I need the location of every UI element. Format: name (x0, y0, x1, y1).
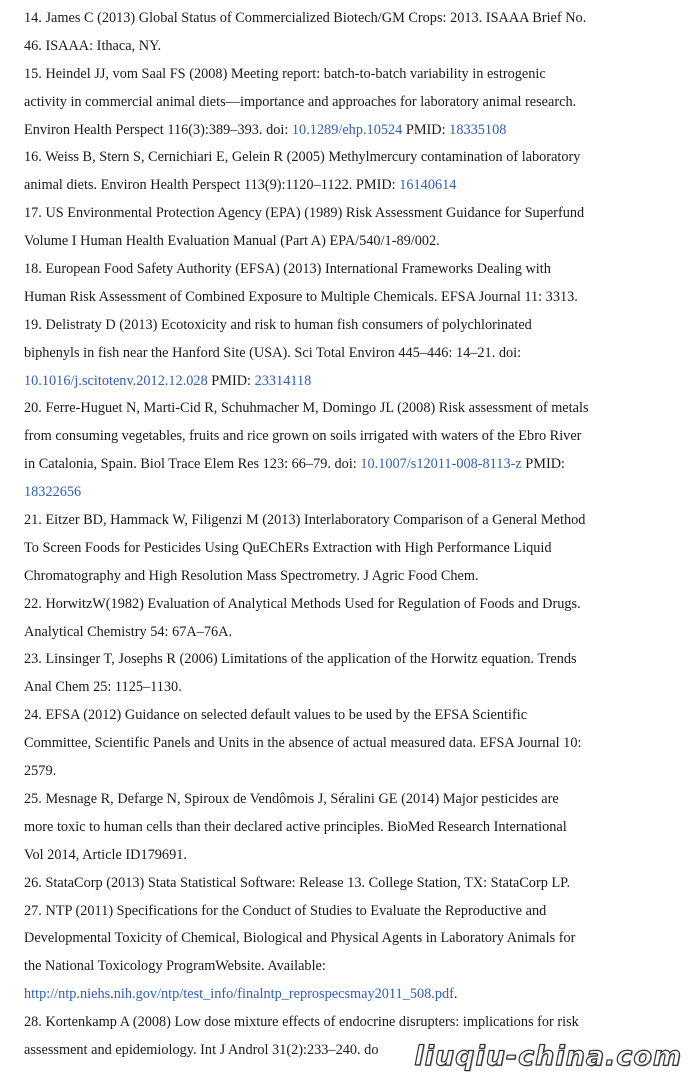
reference-line (24, 674, 676, 702)
reference-text: Vol 2014, Article ID179691. (24, 846, 187, 863)
reference-line (24, 535, 676, 563)
reference-text: 15. Heindel JJ, vom Saal FS (2008) Meeting report: batch-to-batch variability in estrogenic (24, 65, 546, 82)
reference-link[interactable]: 16140614 (399, 177, 457, 194)
reference-text: 17. US Environmental Protection Agency (EPA) (1989) Risk Assessment Guidance for Superfund (24, 205, 585, 222)
reference-line (24, 507, 676, 535)
reference-text: 14. James C (2013) Global Status of Commercialized Biotech/GM Crops: 2013. ISAAA Brief No. (24, 10, 587, 26)
reference-line (24, 758, 676, 786)
reference-text: PMID: (402, 121, 450, 138)
reference-item (24, 1009, 676, 1065)
reference-line (24, 144, 676, 172)
reference-text: animal diets. Environ Health Perspect 113(9):1120–1122. PMID: (24, 177, 400, 194)
reference-line (24, 563, 676, 591)
reference-line (24, 451, 676, 479)
reference-line (24, 89, 676, 117)
reference-text: 16. Weiss B, Stern S, Cernichiari E, Gelein R (2005) Methylmercury contamination of laboratory (24, 149, 581, 166)
reference-line (24, 1037, 676, 1065)
reference-line (24, 842, 676, 870)
reference-line (24, 284, 676, 312)
reference-link[interactable]: http://ntp.niehs.nih.gov/ntp/test_info/finalntp_reprospecsmay2011_508.pdf (24, 986, 454, 1003)
reference-text: more toxic to human cells than their declared active principles. BioMed Research International (24, 818, 567, 835)
reference-line (24, 368, 676, 396)
reference-line (24, 646, 676, 674)
reference-text: 23. Linsinger T, Josephs R (2006) Limitations of the application of the Horwitz equation. Trends (24, 651, 577, 668)
reference-link[interactable]: 23314118 (254, 372, 312, 389)
reference-line (24, 340, 676, 368)
reference-item (24, 702, 676, 786)
reference-link[interactable]: 10.1016/j.scitotenv.2012.12.028 (24, 372, 208, 389)
reference-item (24, 144, 676, 200)
reference-text: 20. Ferre-Huguet N, Marti-Cid R, Schuhmacher M, Domingo JL (2008) Risk assessment of metals (24, 400, 589, 417)
reference-text: Analytical Chemistry 54: 67A–76A. (24, 623, 233, 640)
reference-link[interactable]: 10.1007/s12011-008-8113-z (360, 456, 522, 473)
reference-line (24, 172, 676, 200)
reference-line (24, 925, 676, 953)
watermark-logo: liuqiu-china.com (414, 1041, 682, 1072)
reference-text: activity in commercial animal diets—importance and approaches for laboratory animal research. (24, 93, 577, 110)
reference-line (24, 981, 676, 1009)
reference-line (24, 1009, 676, 1037)
reference-text: . (453, 986, 458, 1003)
reference-line (24, 312, 676, 340)
reference-text: 25. Mesnage R, Defarge N, Spiroux de Vendômois J, Séralini GE (2014) Major pesticides are (24, 790, 559, 807)
reference-link[interactable]: 10.1289/ehp.10524 (291, 121, 403, 138)
reference-line (24, 117, 676, 145)
reference-text: Developmental Toxicity of Chemical, Biological and Physical Agents in Laboratory Animals for (24, 930, 576, 947)
reference-text: 24. EFSA (2012) Guidance on selected default values to be used by the EFSA Scientific (24, 707, 528, 724)
reference-line (24, 814, 676, 842)
reference-text: Chromatography and High Resolution Mass Spectrometry. J Agric Food Chem. (24, 567, 479, 584)
reference-text: 27. NTP (2011) Specifications for the Conduct of Studies to Evaluate the Reproductive and (24, 902, 547, 919)
reference-line (24, 256, 676, 284)
reference-link[interactable]: 18335108 (449, 121, 507, 138)
reference-item (24, 870, 676, 898)
reference-text: 26. StataCorp (2013) Stata Statistical Software: Release 13. College Station, TX: StataCorp LP. (24, 874, 571, 891)
reference-text: PMID: (207, 372, 255, 389)
reference-text: To Screen Foods for Pesticides Using QuEChERs Extraction with High Performance Liquid (24, 539, 552, 556)
reference-text: Volume I Human Health Evaluation Manual (Part A) EPA/540/1-89/002. (24, 233, 440, 250)
reference-text: Human Risk Assessment of Combined Exposure to Multiple Chemicals. EFSA Journal 11: 3313. (24, 288, 578, 305)
reference-text: 22. HorwitzW(1982) Evaluation of Analytical Methods Used for Regulation of Foods and Drugs. (24, 595, 581, 612)
reference-link[interactable]: 18322656 (24, 484, 82, 501)
reference-item (24, 786, 676, 870)
reference-list (24, 5, 676, 1065)
reference-line (24, 200, 676, 228)
reference-text: Committee, Scientific Panels and Units in the absence of actual measured data. EFSA Journal 10: (24, 735, 582, 752)
reference-line (24, 619, 676, 647)
reference-item (24, 591, 676, 647)
reference-line (24, 953, 676, 981)
reference-text: Anal Chem 25: 1125–1130. (24, 679, 182, 696)
reference-text: assessment and epidemiology. Int J Androl 31(2):233–240. do (24, 1041, 379, 1058)
reference-item (24, 507, 676, 591)
reference-text: 18. European Food Safety Authority (EFSA) (2013) International Frameworks Dealing with (24, 261, 551, 278)
reference-item (24, 312, 676, 396)
reference-line (24, 61, 676, 89)
reference-item (24, 5, 676, 61)
reference-text: 46. ISAAA: Ithaca, NY. (24, 37, 162, 54)
reference-line (24, 33, 676, 61)
reference-line (24, 479, 676, 507)
reference-line (24, 870, 676, 898)
reference-item (24, 646, 676, 702)
reference-text: biphenyls in fish near the Hanford Site (USA). Sci Total Environ 445–446: 14–21. doi: (24, 344, 522, 361)
reference-text: PMID: (521, 456, 566, 473)
reference-line (24, 898, 676, 926)
reference-line (24, 228, 676, 256)
reference-line (24, 423, 676, 451)
reference-text: 19. Delistraty D (2013) Ecotoxicity and risk to human fish consumers of polychlorinated (24, 316, 532, 333)
reference-text: in Catalonia, Spain. Biol Trace Elem Res 123: 66–79. doi: (24, 456, 361, 473)
reference-line (24, 591, 676, 619)
reference-line (24, 730, 676, 758)
reference-line (24, 395, 676, 423)
reference-line (24, 702, 676, 730)
reference-item (24, 256, 676, 312)
reference-line (24, 786, 676, 814)
reference-text: from consuming vegetables, fruits and rice grown on soils irrigated with waters of the Ebro River (24, 428, 582, 445)
reference-text: 21. Eitzer BD, Hammack W, Filigenzi M (2013) Interlaboratory Comparison of a General Method (24, 512, 586, 529)
reference-line (24, 5, 676, 33)
reference-text: Environ Health Perspect 116(3):389–393. doi: (24, 121, 292, 138)
reference-text: the National Toxicology ProgramWebsite. Available: (24, 958, 326, 975)
reference-item (24, 395, 676, 507)
reference-item (24, 898, 676, 1010)
reference-text: 28. Kortenkamp A (2008) Low dose mixture effects of endocrine disrupters: implications for risk (24, 1014, 579, 1031)
reference-item (24, 61, 676, 145)
reference-item (24, 200, 676, 256)
reference-text: 2579. (24, 763, 57, 780)
